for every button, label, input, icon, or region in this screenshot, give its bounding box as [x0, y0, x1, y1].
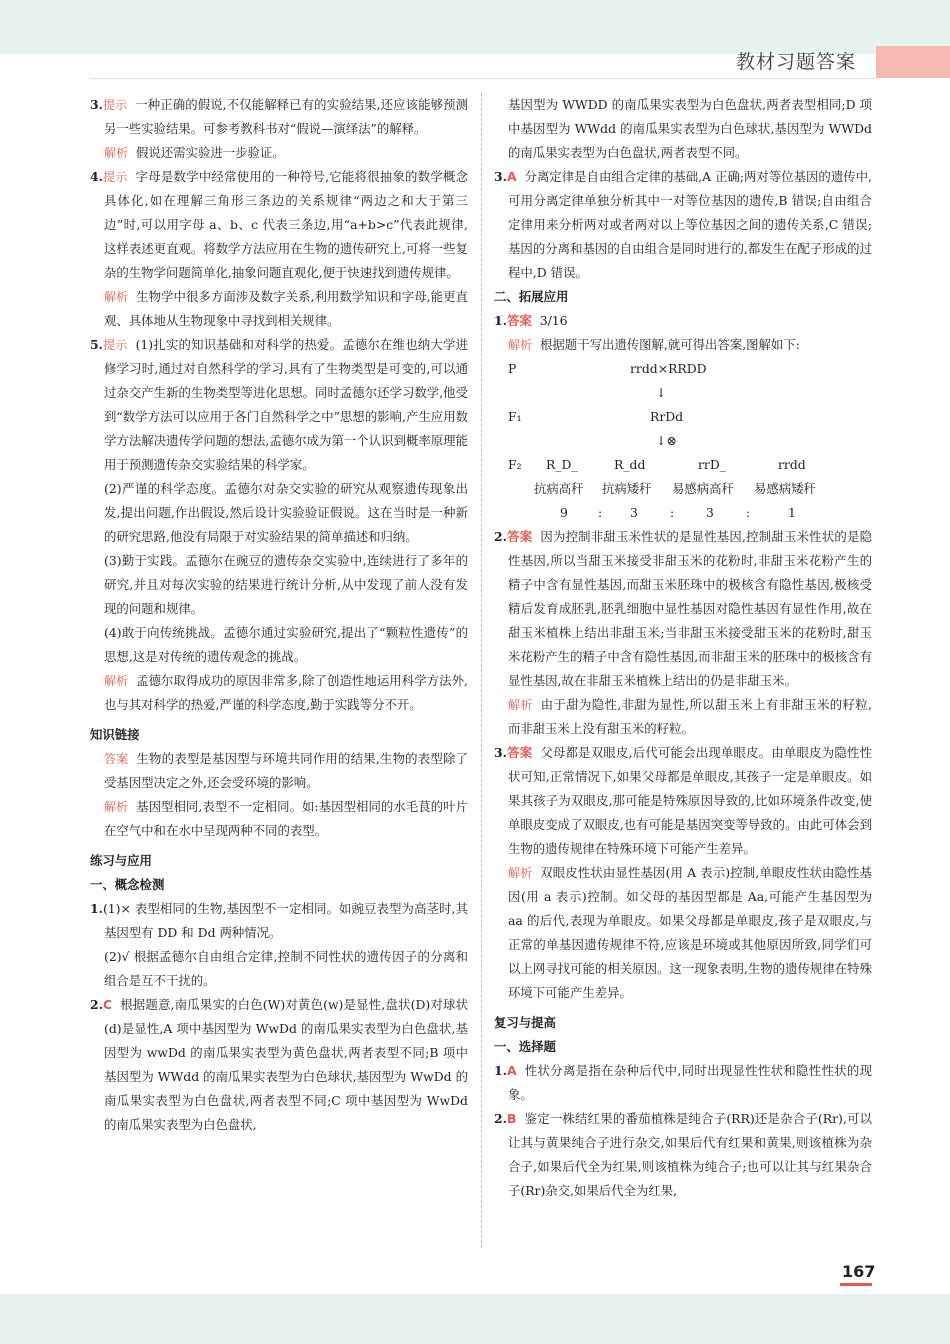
diagram-ratio: 3 — [706, 505, 714, 520]
paragraph-text: 鉴定一株结红果的番茄植株是纯合子(RR)还是杂合子(Rr),可以让其与黄果纯合子进行杂交,如果后代有红果和黄果,则该植株为杂合子,如果后代全为红果,则该植株为纯合子;也可以让其与红果杂合子(Rr)杂交,如果后代全为红果, — [508, 1111, 872, 1198]
diagram-ratio: 3 — [630, 505, 638, 520]
answer-label: 提示 — [102, 338, 128, 352]
answer-label: 解析 — [104, 146, 129, 160]
paragraph-text: 性状分离是指在杂种后代中,同时出现显性性状和隐性性状的现象。 — [508, 1063, 872, 1102]
answer-label: 解析 — [508, 698, 533, 712]
question-item — [90, 333, 468, 477]
diagram-phenotype: 易感病高秆 — [672, 481, 734, 496]
question-number: 2. — [494, 529, 507, 544]
diagram-ratio: 9 — [560, 505, 568, 520]
question-number: 3. — [494, 745, 507, 760]
section-heading: 复习与提高 — [494, 1015, 556, 1030]
question-item — [494, 1107, 872, 1203]
question-item — [494, 741, 872, 861]
diagram-genotype: rrD_ — [698, 457, 726, 472]
paragraph-text: 假说还需实验进一步验证。 — [136, 145, 285, 160]
page-number: 167 — [842, 1262, 876, 1281]
answer-paragraph — [90, 141, 468, 165]
paragraph-text: 字母是数学中经常使用的一种符号,它能将很抽象的数学概念具体化,如在理解三角形三条边的关系规律“两边之和大于第三边”时,可以用字母 a、b、c 代表三条边,用“a+b>c”代表此规律,这样表述更直观。将数学方法应用在生物的遗传研究上,可将一些复杂的生物学问题简单化,抽象问题直观化,便于快速找到遗传规律。 — [104, 169, 468, 280]
diagram-p-label: P — [508, 361, 517, 376]
diagram-genotype: R_D_ — [546, 457, 578, 472]
diagram-f2-label: F₂ — [508, 457, 522, 472]
section-heading: 一、概念检测 — [90, 877, 165, 892]
answer-paragraph — [90, 621, 468, 669]
answer-paragraph — [494, 861, 872, 1005]
section-heading: 一、选择题 — [494, 1039, 556, 1054]
section-heading: 练习与应用 — [90, 853, 152, 868]
answer-paragraph — [90, 669, 468, 717]
answer-paragraph — [494, 93, 872, 165]
question-number: 5. — [90, 337, 103, 352]
answer-label: 提示 — [102, 170, 128, 184]
question-number: 2. — [494, 1111, 507, 1126]
question-number: 1. — [90, 901, 103, 916]
paragraph-text: 生物学中很多方面涉及数字关系,利用数学知识和字母,能更直观、具体地从生物现象中寻找到相关规律。 — [104, 289, 468, 328]
answer-label: 答案 — [104, 752, 129, 766]
paragraph-text: (2)√ 根据孟德尔自由组合定律,控制不同性状的遗传因子的分离和组合是互不干扰的。 — [104, 949, 468, 988]
answer-choice: A — [506, 169, 517, 184]
answer-paragraph — [90, 285, 468, 333]
answer-paragraph — [90, 795, 468, 843]
answer-label: 解析 — [104, 290, 129, 304]
question-number: 3. — [90, 97, 103, 112]
diagram-ratio: : — [746, 505, 751, 520]
answer-choice: A — [506, 1063, 517, 1078]
bottom-band — [0, 1294, 950, 1344]
question-item — [494, 165, 872, 285]
diagram-ratio: : — [670, 505, 675, 520]
paragraph-text: 生物的表型是基因型与环境共同作用的结果,生物的表型除了受基因型决定之外,还会受环境的影响。 — [104, 751, 468, 790]
paragraph-text: 根据题意,南瓜果实的白色(W)对黄色(w)是显性,盘状(D)对球状(d)是显性,A 项中基因型为 WwDd 的南瓜果实表型为白色盘状,基因型为 wwDd 的南瓜果实表型为黄色盘状,两者表型不同;B 项中基因型为 WWdd 的南瓜果实表型为白色球状,基因型为 WwDd 的南瓜果实表型为白色盘状,两者表型不同;C 项中基因型为 WwDd 的南瓜果实表型为白色盘状, — [104, 997, 468, 1132]
paragraph-text: 因为控制非甜玉米性状的是显性基因,控制甜玉米性状的是隐性基因,所以当甜玉米接受非甜玉米的花粉时,非甜玉米花粉产生的精子中含有显性基因,而甜玉米胚珠中的极核含有隐性基因,极核受精后发育成胚乳,胚乳细胞中显性基因对隐性基因有显性作用,故在甜玉米植株上结出非甜玉米;当非甜玉米接受甜玉米的花粉时,甜玉米花粉产生的精子中含有隐性基因,而非甜玉米的胚珠中的极核含有显性基因,故在非甜玉米植株上结出的仍是非甜玉米。 — [508, 529, 872, 688]
diagram-f1: RrDd — [650, 409, 684, 424]
page-number-underline — [840, 1283, 872, 1286]
answer-paragraph — [90, 747, 468, 795]
answer-paragraph — [494, 333, 872, 357]
answer-paragraph — [494, 693, 872, 741]
question-item — [90, 93, 468, 141]
answer-label: 提示 — [102, 98, 128, 112]
answer-paragraph — [90, 549, 468, 621]
question-item — [90, 897, 468, 945]
paragraph-text: 由于甜为隐性,非甜为显性,所以甜玉米上有非甜玉米的籽粒,而非甜玉米上没有甜玉米的籽粒。 — [508, 697, 872, 736]
question-number: 1. — [494, 1063, 507, 1078]
answer-label: 解析 — [508, 866, 533, 880]
column-divider — [481, 93, 482, 1248]
paragraph-text: 根据题干写出遗传图解,就可得出答案,图解如下: — [540, 337, 800, 352]
question-number: 4. — [90, 169, 103, 184]
paragraph-text: 分离定律是自由组合定律的基础,A 正确;两对等位基因的遗传中,可用分离定律单独分析其中一对等位基因的遗传,B 错误;自由组合定律用来分析两对或者两对以上等位基因之间的遗传关系,C 错误;基因的分离和基因的自由组合是同时进行的,都发生在配子形成的过程中,D 错误。 — [508, 169, 872, 280]
answer-choice: C — [102, 997, 113, 1012]
header-tab-decoration — [876, 46, 950, 78]
header-divider — [90, 78, 876, 79]
section-heading: 二、拓展应用 — [494, 289, 569, 304]
question-item — [494, 309, 872, 333]
answer-paragraph — [90, 945, 468, 993]
diagram-ratio: 1 — [788, 505, 796, 520]
right-column — [494, 93, 872, 1203]
diagram-genotype: rrdd — [778, 457, 806, 472]
question-number: 1. — [494, 313, 507, 328]
diagram-f1-label: F₁ — [508, 409, 522, 424]
answer-choice: 答案 — [506, 529, 533, 544]
diagram-arrow-down: ↓ — [656, 385, 667, 400]
header-title: 教材习题答案 — [735, 51, 856, 73]
left-column — [90, 93, 468, 1137]
answer-choice: B — [506, 1111, 517, 1126]
paragraph-text: (1)扎实的知识基础和对科学的热爱。孟德尔在维也纳大学进修学习时,通过对自然科学的学习,具有了生物类型是可变的,可以通过杂交产生新的生物类型等进化思想。同时孟德尔还学习数学,他受到“数学方法可以应用于各门自然科学之中”思想的影响,产生应用数学方法解决遗传学问题的想法,孟德尔成为第一个认识到概率原理能用于预测遗传杂交实验结果的科学家。 — [104, 337, 468, 472]
paragraph-text: (1)× 表型相同的生物,基因型不一定相同。如豌豆表型为高茎时,其基因型有 DD 和 Dd 两种情况。 — [102, 901, 468, 940]
paragraph-text: 父母都是双眼皮,后代可能会出现单眼皮。由单眼皮为隐性性状可知,正常情况下,如果父母都是单眼皮,其孩子一定是单眼皮。如果其孩子为双眼皮,那可能是特殊原因导致的,比如环境条件改变,使单眼皮变成了双眼皮,也有可能是基因突变等导致的。由此可体会到生物的遗传规律在特殊环境下可能产生差异。 — [508, 745, 872, 856]
question-item — [90, 993, 468, 1137]
diagram-p-cross: rrdd×RRDD — [630, 361, 707, 376]
answer-paragraph — [90, 477, 468, 549]
paragraph-text: 基因型为 WWDD 的南瓜果实表型为白色盘状,两者表型相同;D 项中基因型为 WWdd 的南瓜果实表型为白色球状,基因型为 WWDd 的南瓜果实表型为白色盘状,两者表型不同。 — [508, 97, 872, 160]
answer-choice: 答案 — [506, 313, 532, 328]
diagram-arrow-self: ↓⊗ — [656, 433, 677, 448]
paragraph-text: 基因型相同,表型不一定相同。如:基因型相同的水毛茛的叶片在空气中和在水中呈现两种不同的表型。 — [104, 799, 468, 838]
diagram-phenotype: 抗病高秆 — [534, 481, 584, 496]
answer-label: 解析 — [104, 674, 129, 688]
diagram-ratio: : — [598, 505, 603, 520]
genetic-cross-diagram — [494, 357, 872, 573]
paragraph-text: 孟德尔取得成功的原因非常多,除了创造性地运用科学方法外,也与其对科学的热爱,严谨的科学态度,勤于实践等分不开。 — [104, 673, 468, 712]
diagram-phenotype: 抗病矮秆 — [602, 481, 652, 496]
diagram-phenotype: 易感病矮秆 — [754, 481, 816, 496]
question-item — [90, 165, 468, 285]
paragraph-text: (4)敢于向传统挑战。孟德尔通过实验研究,提出了“颗粒性遗传”的思想,这是对传统的遗传观念的挑战。 — [104, 625, 468, 664]
paragraph-text: (3)勤于实践。孟德尔在豌豆的遗传杂交实验中,连续进行了多年的研究,并且对每次实验的结果进行统计分析,从中发现了前人没有发现的问题和规律。 — [104, 553, 468, 616]
diagram-genotype: R_dd — [614, 457, 646, 472]
paragraph-text: 一种正确的假说,不仅能解释已有的实验结果,还应该能够预测另一些实验结果。可参考教科书对“假说—演绎法”的解释。 — [104, 97, 468, 136]
question-number: 2. — [90, 997, 103, 1012]
paragraph-text: 双眼皮性状由显性基因(用 A 表示)控制,单眼皮性状由隐性基因(用 a 表示)控制。如父母的基因型都是 Aa,可能产生基因型为 aa 的后代,表现为单眼皮。如果父母都是单眼皮,孩子是双眼皮,与正常的单基因遗传规律不符,应该是环境或其他原因所致,同学们可以上网寻找可能的相关原因。这一现象表明,生物的遗传规律在特殊环境下可能产生差异。 — [508, 865, 872, 1000]
answer-label: 解析 — [508, 338, 533, 352]
question-item — [494, 1059, 872, 1107]
paragraph-text: (2)严谨的科学态度。孟德尔对杂交实验的研究从观察遗传现象出发,提出问题,作出假设,然后设计实验验证假说。这在当时是一种新的研究思路,他没有局限于对实验结果的简单描述和归纳。 — [104, 481, 468, 544]
answer-label: 解析 — [104, 800, 129, 814]
section-heading: 知识链接 — [90, 727, 140, 742]
question-number: 3. — [494, 169, 507, 184]
answer-choice: 答案 — [506, 745, 533, 760]
paragraph-text: 3/16 — [539, 313, 568, 328]
